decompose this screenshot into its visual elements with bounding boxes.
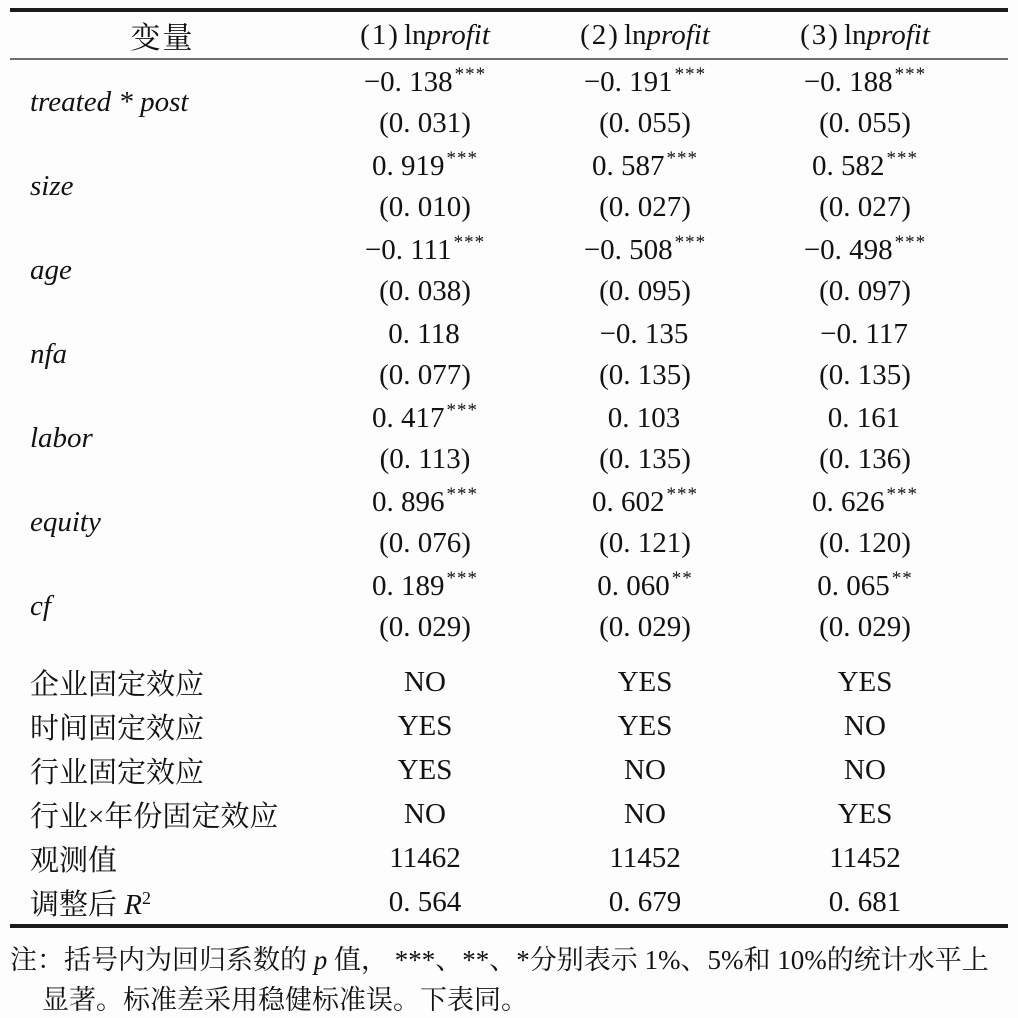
adjusted-r2-value: 0. 679 [608, 885, 682, 918]
coefficient-value: 0. 161 [827, 401, 901, 434]
variable-label: treated * post [30, 85, 189, 118]
coefficient-value: 0. 587 [592, 149, 665, 182]
std-error-cell: (0. 055) [819, 106, 911, 139]
info-row [10, 792, 1008, 836]
coefficient-value: 0. 118 [388, 317, 460, 350]
std-error-cell: (0. 027) [599, 190, 691, 223]
std-error-cell: (0. 097) [819, 274, 911, 307]
coefficient-cell [755, 232, 975, 267]
header-variable-col: 变量 [130, 22, 195, 55]
model-3-fn: ln [843, 18, 867, 51]
std-error-cell: (0. 135) [819, 358, 911, 391]
significance-stars: *** [666, 483, 698, 505]
variable-label: cf [30, 589, 51, 622]
std-error-cell: (0. 120) [819, 526, 911, 559]
adjusted-r2-row [10, 880, 1008, 924]
coefficient-value: 0. 582 [812, 149, 885, 182]
variable-label: age [30, 253, 72, 286]
adjusted-r2-value: 0. 681 [828, 885, 902, 918]
coefficient-value: −0. 508 [583, 233, 673, 266]
std-error-cell: (0. 010) [379, 190, 471, 223]
std-error-cell: (0. 077) [379, 358, 471, 391]
coefficient-value: 0. 060 [597, 569, 670, 602]
info-row-label: 行业×年份固定效应 [30, 800, 279, 833]
coefficient-cell [535, 484, 755, 519]
coefficient-cell [315, 568, 535, 603]
info-row-value: NO [844, 709, 886, 742]
model-2-fn: ln [623, 18, 647, 51]
info-row-label: 行业固定效应 [30, 756, 205, 789]
significance-stars: *** [666, 147, 698, 169]
std-error-cell: (0. 031) [379, 106, 471, 139]
info-row-value: YES [397, 753, 453, 786]
significance-stars: *** [446, 147, 478, 169]
coefficient-value: 0. 919 [372, 149, 445, 182]
info-row-value: 11452 [829, 841, 901, 874]
significance-stars: *** [894, 63, 927, 85]
info-section [10, 648, 1008, 924]
coefficient-cell [315, 148, 535, 183]
model-1-depvar: profit [426, 18, 490, 51]
coefficient-cell [755, 568, 975, 603]
significance-stars: *** [894, 231, 927, 253]
std-error-cell: (0. 029) [599, 610, 691, 643]
header-model-1 [315, 19, 535, 52]
coefficient-cell [315, 64, 535, 99]
variable-label: size [30, 169, 74, 202]
table-header-row [10, 12, 1008, 60]
std-error-cell: (0. 038) [379, 274, 471, 307]
significance-stars: ** [671, 567, 693, 589]
adjusted-r2-label-text: 调整后 [30, 888, 125, 921]
coefficient-value: −0. 138 [363, 65, 453, 98]
info-row-label: 企业固定效应 [30, 668, 205, 701]
note-line-1 [10, 940, 1004, 980]
std-error-cell: (0. 135) [599, 358, 691, 391]
coefficient-rows [10, 60, 1008, 648]
info-row-label: 观测值 [30, 844, 118, 877]
coefficient-cell [755, 148, 975, 183]
coefficient-cell [315, 400, 535, 435]
coefficient-value: −0. 135 [599, 317, 689, 350]
significance-stars: *** [446, 567, 478, 589]
note-text-2: 值， ***、**、*分别表示 1%、5%和 10%的统计水平上 [327, 945, 989, 975]
header-model-3 [755, 19, 975, 52]
info-row-value: NO [624, 797, 666, 830]
coefficient-cell [755, 64, 975, 99]
adjusted-r2-value: 0. 564 [388, 885, 462, 918]
model-1-number: (1) [360, 18, 400, 51]
model-2-number: (2) [580, 18, 620, 51]
model-3-depvar: profit [866, 18, 930, 51]
coefficient-value: −0. 188 [803, 65, 893, 98]
coefficient-value: −0. 117 [820, 317, 908, 350]
significance-stars: *** [454, 63, 487, 85]
model-3-number: (3) [800, 18, 840, 51]
coefficient-value: −0. 111 [364, 233, 452, 266]
coefficient-value: 0. 103 [607, 401, 681, 434]
variable-block [10, 396, 1008, 480]
std-error-cell: (0. 135) [599, 442, 691, 475]
std-error-cell: (0. 076) [379, 526, 471, 559]
significance-stars: *** [446, 483, 478, 505]
coefficient-cell [755, 484, 975, 519]
info-row-value: YES [617, 709, 673, 742]
variable-block [10, 564, 1008, 648]
info-row-value: NO [404, 665, 446, 698]
coefficient-cell [755, 400, 975, 435]
std-error-cell: (0. 055) [599, 106, 691, 139]
significance-stars: *** [886, 483, 918, 505]
info-row-value: NO [624, 753, 666, 786]
adjusted-r2-label [10, 882, 315, 923]
coefficient-value: 0. 626 [812, 485, 885, 518]
info-row-value: NO [844, 753, 886, 786]
info-row-value: YES [837, 797, 893, 830]
info-row [10, 748, 1008, 792]
coefficient-value: −0. 191 [583, 65, 673, 98]
std-error-cell: (0. 121) [599, 526, 691, 559]
significance-stars: *** [674, 63, 707, 85]
model-2-depvar: profit [646, 18, 710, 51]
std-error-cell: (0. 029) [819, 610, 911, 643]
std-error-cell: (0. 095) [599, 274, 691, 307]
model-1-fn: ln [403, 18, 427, 51]
coefficient-value: 0. 417 [372, 401, 445, 434]
std-error-cell: (0. 029) [379, 610, 471, 643]
coefficient-value: 0. 896 [372, 485, 445, 518]
variable-label: equity [30, 505, 101, 538]
variable-label: nfa [30, 337, 68, 370]
coefficient-cell [535, 568, 755, 603]
coefficient-cell [315, 316, 535, 351]
note-text-1: 括号内为回归系数的 [64, 945, 314, 975]
variable-label: labor [30, 421, 93, 454]
std-error-cell: (0. 027) [819, 190, 911, 223]
r2-superscript: 2 [141, 887, 151, 908]
info-row-value: YES [617, 665, 673, 698]
info-row [10, 836, 1008, 880]
info-row-value: YES [837, 665, 893, 698]
coefficient-value: 0. 602 [592, 485, 665, 518]
variable-block [10, 144, 1008, 228]
coefficient-cell [315, 484, 535, 519]
variable-block [10, 228, 1008, 312]
fixed-effect-rows [10, 660, 1008, 880]
info-row [10, 704, 1008, 748]
info-row-label: 时间固定效应 [30, 712, 205, 745]
significance-stars: *** [674, 231, 707, 253]
info-row-value: 11452 [609, 841, 681, 874]
significance-stars: *** [886, 147, 918, 169]
note-prefix: 注： [10, 945, 64, 975]
variable-block [10, 480, 1008, 564]
note-line-2: 显著。标准差采用稳健标准误。下表同。 [42, 985, 528, 1015]
coefficient-cell [535, 400, 755, 435]
std-error-cell: (0. 136) [819, 442, 911, 475]
coefficient-cell [315, 232, 535, 267]
table-note [10, 928, 1008, 1018]
coefficient-cell [755, 316, 975, 351]
info-row-value: YES [397, 709, 453, 742]
info-row-value: 11462 [389, 841, 461, 874]
std-error-cell: (0. 113) [379, 442, 471, 475]
variable-block [10, 60, 1008, 144]
coefficient-cell [535, 64, 755, 99]
significance-stars: *** [446, 399, 478, 421]
coefficient-cell [535, 232, 755, 267]
coefficient-cell [535, 316, 755, 351]
p-symbol: p [313, 945, 328, 975]
coefficient-value: 0. 189 [372, 569, 445, 602]
coefficient-cell [535, 148, 755, 183]
info-row-value: NO [404, 797, 446, 830]
coefficient-value: 0. 065 [817, 569, 890, 602]
significance-stars: ** [891, 567, 913, 589]
info-row [10, 660, 1008, 704]
header-model-2 [535, 19, 755, 52]
significance-stars: *** [453, 231, 486, 253]
variable-block [10, 312, 1008, 396]
regression-table [10, 8, 1008, 928]
r-symbol: R [124, 888, 142, 921]
coefficient-value: −0. 498 [803, 233, 893, 266]
